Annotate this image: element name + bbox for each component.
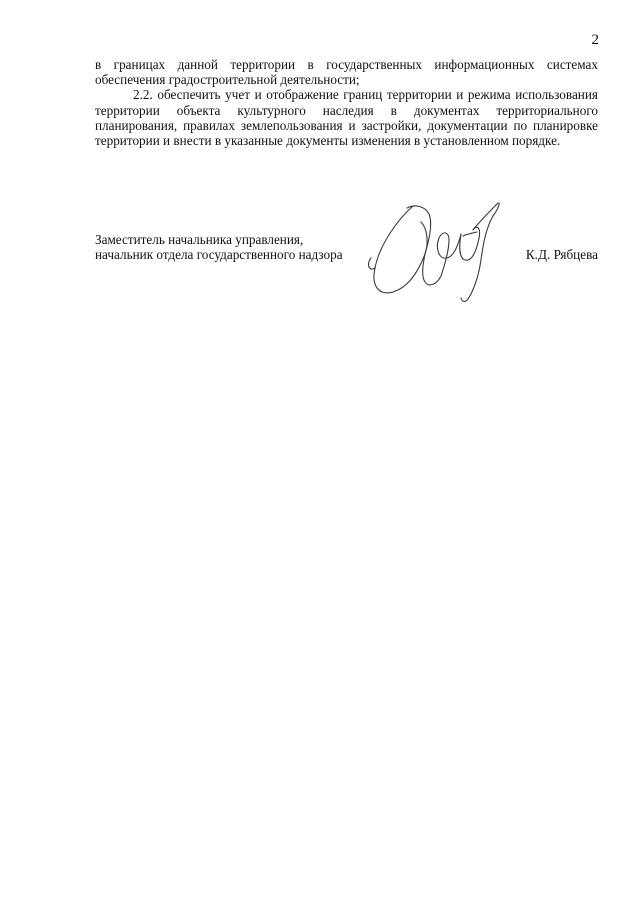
handwritten-signature: [367, 198, 507, 318]
paragraph-2-2: 2.2. обеспечить учет и отображение границ территории и режима использования территории объекта культурного наследия в документах территориального планирования, правилах землепользования и застройки, документации по планировке территории и внести в указанные документы изменения в установленном порядке.: [95, 87, 598, 149]
signatory-title: [95, 232, 343, 262]
signature-block: [95, 232, 598, 322]
signatory-title-line-2: начальник отдела государственного надзора: [95, 247, 343, 263]
signatory-name: К.Д. Рябцева: [525, 247, 598, 262]
document-body: [95, 57, 598, 148]
signatory-title-line-1: Заместитель начальника управления,: [95, 232, 304, 247]
page-number: 2: [591, 32, 599, 48]
paragraph-continuation: в границах данной территории в государственных информационных системах обеспечения градостроительной деятельности;: [95, 57, 598, 88]
